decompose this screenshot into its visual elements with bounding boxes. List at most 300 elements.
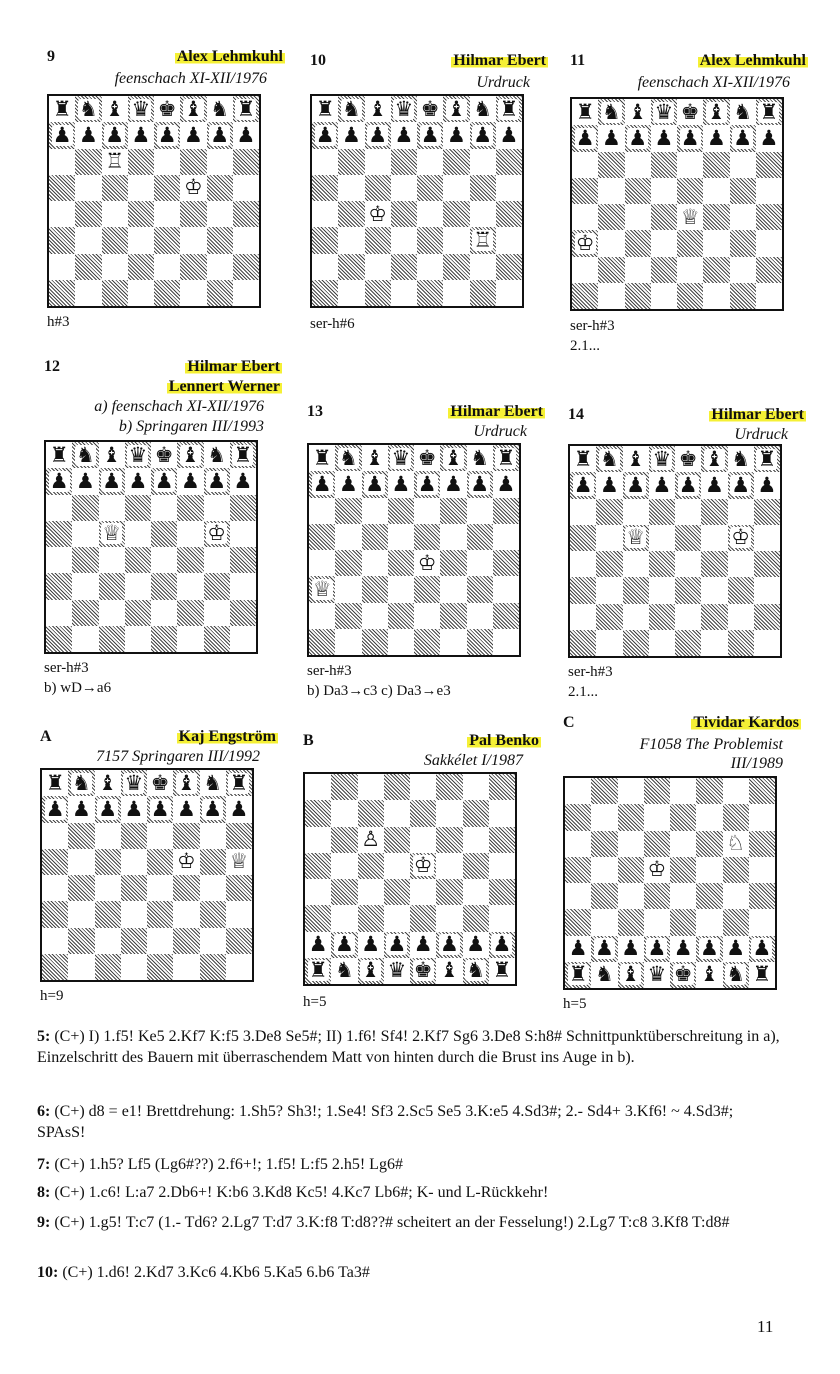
board-square <box>493 498 519 524</box>
chess-piece: ♞ <box>731 446 751 471</box>
board-square <box>388 550 414 576</box>
board-square <box>489 827 515 853</box>
chess-piece: ♝ <box>621 962 641 987</box>
board-square <box>677 99 703 125</box>
chess-piece: ♟ <box>210 122 230 147</box>
chess-piece: ♟ <box>420 122 440 147</box>
board-square <box>72 495 98 521</box>
solution-paragraph <box>37 1262 782 1283</box>
chess-diagram <box>310 94 524 308</box>
board-square <box>493 524 519 550</box>
board-square <box>496 122 522 148</box>
board-square <box>728 551 754 577</box>
board-square <box>312 122 338 148</box>
board-square <box>226 770 252 796</box>
chess-piece: ♜ <box>315 96 335 121</box>
board-square <box>670 804 696 830</box>
board-square <box>72 468 98 494</box>
board-square <box>489 932 515 958</box>
board-square <box>335 603 361 629</box>
chess-piece: ♟ <box>334 932 354 957</box>
solution-paragraph <box>37 1154 782 1175</box>
page-number: 11 <box>757 1317 774 1336</box>
chess-piece: ♝ <box>176 770 196 795</box>
board-square <box>128 201 154 227</box>
chess-piece: ♟ <box>439 932 459 957</box>
board-square <box>572 204 598 230</box>
board-square <box>649 604 675 630</box>
problem-11 <box>570 52 810 362</box>
board-square <box>470 149 496 175</box>
chess-piece: ♟ <box>699 936 719 961</box>
board-square <box>649 630 675 656</box>
board-square <box>68 823 94 849</box>
chess-piece: ♟ <box>391 471 411 496</box>
board-square <box>417 280 443 306</box>
board-square <box>200 849 226 875</box>
board-square <box>358 958 384 984</box>
stipulation: ser-h#3 <box>568 664 613 680</box>
stipulation: 2.1... <box>568 684 598 700</box>
board-square <box>598 230 624 256</box>
board-square <box>309 576 335 602</box>
chess-piece: ♞ <box>466 958 486 983</box>
chess-piece: ♞ <box>75 442 95 467</box>
board-square <box>410 800 436 826</box>
chess-piece: ♜ <box>229 770 249 795</box>
chess-piece: ♜ <box>236 96 256 121</box>
board-square <box>440 629 466 655</box>
board-square <box>99 547 125 573</box>
board-square <box>670 883 696 909</box>
chess-piece: ♞ <box>78 96 98 121</box>
board-square <box>384 879 410 905</box>
chess-piece: ♟ <box>446 122 466 147</box>
board-square <box>42 954 68 980</box>
chess-piece: ♜ <box>49 442 69 467</box>
chess-piece: ♟ <box>157 122 177 147</box>
board-square <box>728 604 754 630</box>
board-square <box>410 853 436 879</box>
board-square <box>436 879 462 905</box>
board-square <box>591 778 617 804</box>
board-square <box>102 280 128 306</box>
board-square <box>703 257 729 283</box>
board-square <box>154 227 180 253</box>
chess-piece: ♟ <box>128 468 148 493</box>
board-square <box>703 178 729 204</box>
author-name: Tividar Kardos <box>693 714 799 731</box>
chess-piece: ♞ <box>599 446 619 471</box>
board-square <box>154 149 180 175</box>
chess-piece: ♕ <box>312 576 332 601</box>
board-square <box>696 857 722 883</box>
chess-piece: ♚ <box>150 770 170 795</box>
problem-13 <box>307 403 547 713</box>
chess-piece: ♜ <box>759 99 779 124</box>
board-square <box>436 774 462 800</box>
chess-piece: ♔ <box>731 525 751 550</box>
stipulation: ser-h#3 <box>44 660 89 676</box>
board-square <box>72 573 98 599</box>
board-square <box>121 770 147 796</box>
board-square <box>623 630 649 656</box>
problem-number: 9 <box>47 48 55 65</box>
board-square <box>154 280 180 306</box>
chess-piece: ♚ <box>673 962 693 987</box>
board-square <box>204 468 230 494</box>
board-square <box>365 149 391 175</box>
chess-piece: ♝ <box>102 442 122 467</box>
chess-piece: ♟ <box>154 468 174 493</box>
board-square <box>443 149 469 175</box>
chess-piece: ♝ <box>439 958 459 983</box>
board-square <box>572 230 598 256</box>
board-square <box>696 962 722 988</box>
board-square <box>696 804 722 830</box>
stipulation: b) Da3→c3 c) Da3→e3 <box>307 683 451 699</box>
chess-piece: ♟ <box>496 471 516 496</box>
chess-piece: ♔ <box>413 853 433 878</box>
board-square <box>154 122 180 148</box>
board-square <box>417 175 443 201</box>
board-square <box>358 879 384 905</box>
problem-14 <box>568 406 808 716</box>
board-square <box>204 442 230 468</box>
board-square <box>125 495 151 521</box>
chess-piece: ♝ <box>365 445 385 470</box>
board-square <box>651 283 677 309</box>
board-square <box>565 883 591 909</box>
board-square <box>102 96 128 122</box>
board-square <box>565 909 591 935</box>
chess-piece: ♜ <box>233 442 253 467</box>
chess-piece: ♜ <box>308 958 328 983</box>
chess-piece: ♟ <box>49 468 69 493</box>
board-square <box>305 932 331 958</box>
board-square <box>305 958 331 984</box>
board-square <box>493 445 519 471</box>
problem-10 <box>310 52 550 362</box>
board-square <box>723 778 749 804</box>
chess-piece: ♟ <box>601 125 621 150</box>
board-square <box>312 149 338 175</box>
chess-piece: ♕ <box>102 521 122 546</box>
board-square <box>42 901 68 927</box>
board-square <box>417 201 443 227</box>
board-square <box>591 804 617 830</box>
board-square <box>95 770 121 796</box>
board-square <box>102 175 128 201</box>
board-square <box>565 778 591 804</box>
board-square <box>173 901 199 927</box>
board-square <box>436 958 462 984</box>
board-square <box>443 96 469 122</box>
board-square <box>147 928 173 954</box>
chess-piece: ♛ <box>124 770 144 795</box>
author-name: Alex Lehmkuhl <box>699 52 806 69</box>
board-square <box>470 175 496 201</box>
board-square <box>362 445 388 471</box>
board-square <box>226 875 252 901</box>
chess-piece: ♟ <box>628 125 648 150</box>
board-square <box>670 909 696 935</box>
board-square <box>207 175 233 201</box>
chess-piece: ♛ <box>131 96 151 121</box>
board-square <box>728 472 754 498</box>
board-square <box>414 576 440 602</box>
board-square <box>440 524 466 550</box>
board-square <box>414 629 440 655</box>
source-line: b) Springaren III/1993 <box>118 418 264 435</box>
solution-text: (C+) 1.g5! T:c7 (1.- Td6? 2.Lg7 T:d7 3.K:f8 T:d8??# scheitert an der Fesselung!) 2.Lg7 T:c8 3.Kf8 T:d8# <box>50 1214 730 1231</box>
chess-piece: ♝ <box>105 96 125 121</box>
chess-piece: ♜ <box>568 962 588 987</box>
stipulation: b) wD→a6 <box>44 680 112 696</box>
board-square <box>463 774 489 800</box>
chess-diagram <box>307 443 521 657</box>
stipulation: ser-h#6 <box>310 316 355 332</box>
source-line: feenschach XI-XII/1976 <box>114 70 267 87</box>
board-square <box>675 446 701 472</box>
board-square <box>463 853 489 879</box>
board-square <box>338 227 364 253</box>
board-square <box>128 227 154 253</box>
board-square <box>649 472 675 498</box>
stipulation: ser-h#3 <box>307 663 352 679</box>
solution-text: (C+) 1.d6! 2.Kd7 3.Kc6 4.Kb6 5.Ka5 6.b6 Ta3# <box>58 1264 370 1281</box>
board-square <box>649 525 675 551</box>
board-square <box>358 774 384 800</box>
board-square <box>467 471 493 497</box>
board-square <box>42 849 68 875</box>
board-square <box>410 774 436 800</box>
board-square <box>309 524 335 550</box>
chess-piece: ♟ <box>365 471 385 496</box>
chess-piece: ♟ <box>757 472 777 497</box>
chess-piece: ♟ <box>731 472 751 497</box>
board-square <box>99 468 125 494</box>
board-square <box>151 521 177 547</box>
board-square <box>125 442 151 468</box>
board-square <box>121 954 147 980</box>
board-square <box>46 521 72 547</box>
stipulation: h=5 <box>303 994 327 1010</box>
board-square <box>99 521 125 547</box>
board-square <box>305 800 331 826</box>
board-square <box>572 125 598 151</box>
chess-piece: ♟ <box>338 471 358 496</box>
board-square <box>151 600 177 626</box>
board-square <box>154 175 180 201</box>
board-square <box>618 778 644 804</box>
chess-piece: ♟ <box>78 122 98 147</box>
board-square <box>46 626 72 652</box>
board-square <box>177 626 203 652</box>
stipulation: h#3 <box>47 314 70 330</box>
chess-piece: ♛ <box>654 99 674 124</box>
board-square <box>49 201 75 227</box>
board-square <box>701 446 727 472</box>
board-square <box>754 472 780 498</box>
stipulation: h=9 <box>40 988 64 1004</box>
board-square <box>489 800 515 826</box>
board-square <box>384 800 410 826</box>
chess-piece: ♟ <box>45 796 65 821</box>
board-square <box>489 905 515 931</box>
chess-piece: ♚ <box>680 99 700 124</box>
board-square <box>623 551 649 577</box>
board-square <box>362 576 388 602</box>
board-square <box>173 849 199 875</box>
board-square <box>102 227 128 253</box>
board-square <box>128 280 154 306</box>
chess-piece: ♞ <box>726 962 746 987</box>
board-square <box>754 499 780 525</box>
chess-piece: ♚ <box>157 96 177 121</box>
chess-piece: ♛ <box>391 445 411 470</box>
chess-piece: ♟ <box>599 472 619 497</box>
chess-diagram <box>570 97 784 311</box>
board-square <box>572 178 598 204</box>
board-square <box>207 280 233 306</box>
board-square <box>309 445 335 471</box>
chess-piece: ♟ <box>752 936 772 961</box>
board-square <box>596 604 622 630</box>
board-square <box>49 96 75 122</box>
chess-piece: ♟ <box>105 122 125 147</box>
board-square <box>128 175 154 201</box>
board-square <box>730 230 756 256</box>
board-square <box>618 883 644 909</box>
board-square <box>410 958 436 984</box>
board-square <box>173 770 199 796</box>
board-square <box>570 577 596 603</box>
board-square <box>756 257 782 283</box>
board-square <box>670 831 696 857</box>
chess-piece: ♟ <box>387 932 407 957</box>
author-name: Hilmar Ebert <box>187 358 280 375</box>
board-square <box>623 525 649 551</box>
chess-piece: ♟ <box>176 796 196 821</box>
board-square <box>728 577 754 603</box>
board-square <box>417 96 443 122</box>
board-square <box>644 804 670 830</box>
board-square <box>596 551 622 577</box>
board-square <box>463 932 489 958</box>
chess-piece: ♟ <box>394 122 414 147</box>
chess-piece: ♜ <box>492 958 512 983</box>
board-square <box>596 525 622 551</box>
board-square <box>68 796 94 822</box>
board-square <box>42 770 68 796</box>
chess-piece: ♛ <box>394 96 414 121</box>
board-square <box>338 201 364 227</box>
board-square <box>463 827 489 853</box>
chess-piece: ♟ <box>492 932 512 957</box>
board-square <box>496 201 522 227</box>
author-name: Lennert Werner <box>168 378 280 395</box>
board-square <box>362 471 388 497</box>
board-square <box>335 524 361 550</box>
board-square <box>572 283 598 309</box>
board-square <box>570 525 596 551</box>
board-square <box>121 849 147 875</box>
board-square <box>443 201 469 227</box>
board-square <box>489 774 515 800</box>
solution-paragraph <box>37 1101 782 1143</box>
problem-B <box>303 732 543 1042</box>
board-square <box>596 630 622 656</box>
board-square <box>46 468 72 494</box>
board-square <box>649 551 675 577</box>
board-square <box>703 230 729 256</box>
chess-piece: ♔ <box>417 550 437 575</box>
board-square <box>756 204 782 230</box>
board-square <box>365 175 391 201</box>
chess-piece: ♟ <box>575 125 595 150</box>
board-square <box>649 446 675 472</box>
board-square <box>49 254 75 280</box>
board-square <box>388 603 414 629</box>
board-square <box>598 204 624 230</box>
chess-piece: ♜ <box>499 96 519 121</box>
board-square <box>651 257 677 283</box>
solution-number: 10: <box>37 1264 59 1281</box>
chess-piece: ♟ <box>470 471 490 496</box>
chess-piece: ♝ <box>443 445 463 470</box>
board-square <box>75 280 101 306</box>
chess-piece: ♟ <box>647 936 667 961</box>
board-square <box>204 495 230 521</box>
board-square <box>670 778 696 804</box>
chess-piece: ♝ <box>98 770 118 795</box>
board-square <box>68 954 94 980</box>
board-square <box>312 175 338 201</box>
board-square <box>365 280 391 306</box>
board-square <box>358 932 384 958</box>
board-square <box>309 471 335 497</box>
board-square <box>180 254 206 280</box>
board-square <box>598 99 624 125</box>
chess-piece: ♟ <box>75 468 95 493</box>
board-square <box>46 573 72 599</box>
board-square <box>391 96 417 122</box>
board-square <box>204 573 230 599</box>
board-square <box>49 122 75 148</box>
board-square <box>443 175 469 201</box>
board-square <box>230 495 256 521</box>
source-line: F1058 The Problemist <box>639 736 783 753</box>
board-square <box>121 901 147 927</box>
board-square <box>68 770 94 796</box>
board-square <box>570 551 596 577</box>
board-square <box>749 962 775 988</box>
board-square <box>489 853 515 879</box>
board-square <box>730 204 756 230</box>
board-square <box>470 227 496 253</box>
board-square <box>102 201 128 227</box>
board-square <box>233 254 259 280</box>
board-square <box>572 257 598 283</box>
board-square <box>233 175 259 201</box>
board-square <box>391 227 417 253</box>
board-square <box>493 471 519 497</box>
board-square <box>388 471 414 497</box>
board-square <box>565 857 591 883</box>
chess-piece: ♝ <box>706 99 726 124</box>
board-square <box>338 96 364 122</box>
